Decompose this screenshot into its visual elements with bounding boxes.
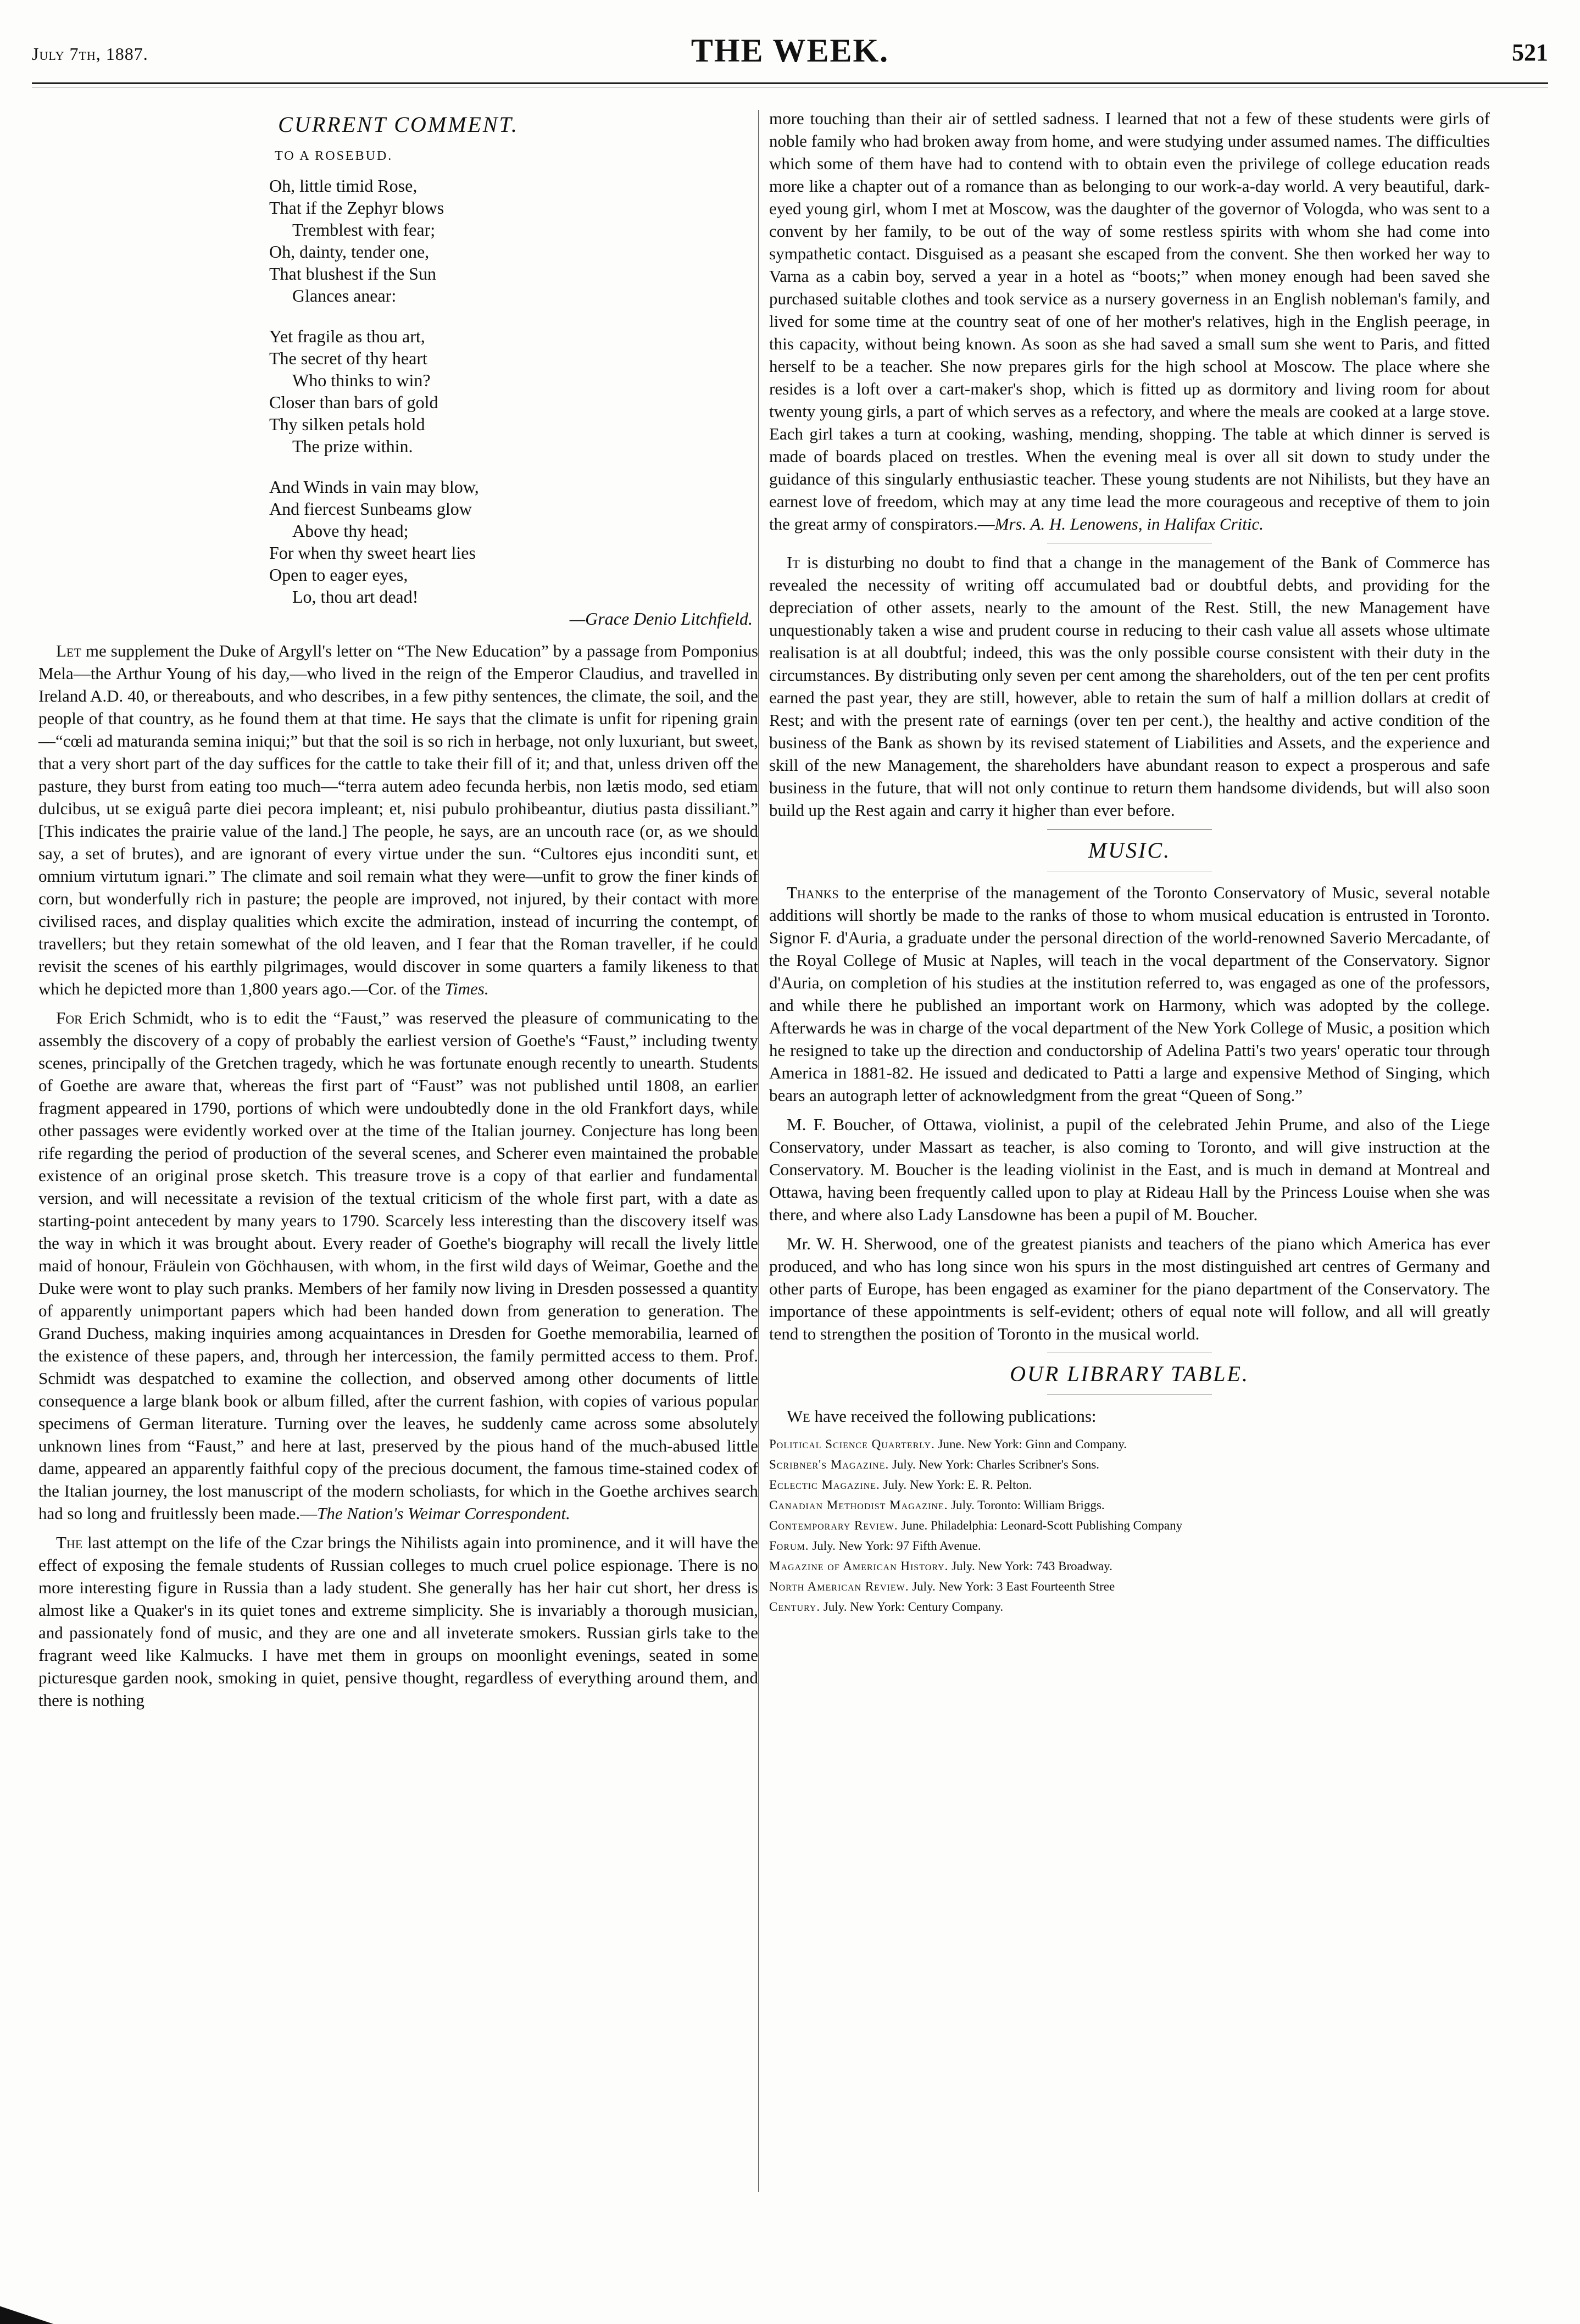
page-edge-shadow <box>0 2302 66 2324</box>
article-paragraph <box>769 881 1490 1107</box>
article-paragraph <box>38 640 758 1000</box>
publication-item <box>769 1597 1490 1617</box>
lead-word: For <box>56 1008 82 1027</box>
poem <box>269 145 758 630</box>
article-paragraph: M. F. Boucher, of Ottawa, violinist, a pupil of the celebrated Jehin Prume, and also of the Liege Conservatory, under Massart as teacher, is also coming to Toronto, and will give instruction at the Conservatory. M. Boucher is the leading violinist in the East, and is much in demand at Montreal and Ottawa, having been frequently called upon to play at Rideau Hall by the Princess Louise when she was there, and where also Lady Lansdowne has been a pupil of M. Boucher. <box>769 1115 1490 1224</box>
poem-line: Above thy head; <box>292 521 409 541</box>
paragraph-text: is disturbing no doubt to find that a change in the management of the Bank of Commerce has revealed the necessity of writing off accumulated bad or doubtful debts, and providing for the depreciation of other assets, nearly to the amount of the Rest. Still, the new Management have unquestionably taken a wise and prudent course in reducing to their cash value all assets whose ultimate realisation is at all doubtful; indeed, this was the only possible course consistent with their duty in the circumstances. By distributing only seven per cent among the shareholders, out of the ten per cent profits earned the past year, they are still, however, able to retain the sum of half a million dollars at credit of Rest; and with the present rate of earnings (over ten per cent.), the healthy and active condition of the business of the Bank as shown by its revised statement of Liabilities and Assets, and the experience and skill of the new Management, the shareholders have abundant reason to expect a prosperous and safe business in the future, that will not only continue to return them handsome dividends, but will also soon build up the Rest again and carry it higher than ever before. <box>769 553 1490 820</box>
poem-line: Oh, dainty, tender one, <box>269 242 430 262</box>
publication-item <box>769 1495 1490 1515</box>
publication-details: July. Toronto: William Briggs. <box>951 1498 1105 1512</box>
poem-line: And Winds in vain may blow, <box>269 477 479 497</box>
source-attribution: Times. <box>444 979 489 998</box>
section-heading-current-comment: CURRENT COMMENT. <box>278 112 519 137</box>
poem-line: Open to eager eyes, <box>269 565 408 585</box>
column-divider <box>758 110 759 2192</box>
poem-line: Closer than bars of gold <box>269 392 438 412</box>
publication-details: July. New York: E. R. Pelton. <box>883 1478 1032 1492</box>
poem-author: —Grace Denio Litchfield. <box>569 609 753 629</box>
publication-details: July. New York: Century Company. <box>823 1600 1004 1614</box>
poem-line: Glances anear: <box>292 286 397 305</box>
publication-details: July. New York: Charles Scribner's Sons. <box>892 1458 1100 1471</box>
section-heading-music: MUSIC. <box>1088 838 1171 863</box>
source-attribution: Mrs. A. H. Lenowens, in Halifax Critic. <box>994 514 1264 533</box>
page-header <box>32 32 1548 70</box>
publication-item <box>769 1515 1490 1536</box>
right-column <box>769 107 1490 1617</box>
source-attribution: The Nation's Weimar Correspondent. <box>317 1504 570 1523</box>
article-paragraph <box>38 1007 758 1525</box>
publication-name: Political Science Quarterly. <box>769 1437 935 1451</box>
poem-line: Oh, little timid Rose, <box>269 176 418 196</box>
section-heading-library: OUR LIBRARY TABLE. <box>1010 1361 1249 1386</box>
publication-item <box>769 1454 1490 1475</box>
publication-list <box>769 1434 1490 1617</box>
publication-name: Scribner's Magazine. <box>769 1458 889 1471</box>
poem-line: That if the Zephyr blows <box>269 198 444 218</box>
lead-word: Thanks <box>787 883 839 902</box>
poem-stanza <box>269 175 758 307</box>
publication-name: North American Review. <box>769 1580 909 1593</box>
article-paragraph: Mr. W. H. Sherwood, one of the greatest pianists and teachers of the piano which America has ever produced, and who has long since won his spurs in the most distinguished art centres of Germany and other parts of Europe, has been engaged as examiner for the piano department of the Conservatory. The importance of these appointments is self-evident; others of equal note will follow, and all will greatly tend to strengthen the position of Toronto in the musical world. <box>769 1234 1490 1343</box>
publication-item <box>769 1556 1490 1576</box>
poem-line: For when thy sweet heart lies <box>269 543 476 563</box>
poem-stanza <box>269 476 758 608</box>
poem-line: Yet fragile as thou art, <box>269 326 425 346</box>
lead-word: The <box>56 1533 83 1552</box>
publication-name: Contemporary Review. <box>769 1519 898 1532</box>
poem-line: That blushest if the Sun <box>269 264 436 283</box>
publication-name: Century. <box>769 1600 821 1614</box>
publication-name: Canadian Methodist Magazine. <box>769 1498 948 1512</box>
lead-word: We <box>787 1406 810 1426</box>
paragraph-text: me supplement the Duke of Argyll's letter on “The New Education” by a passage from Pomponius Mela—the Arthur Young of his day,—who lived in the reign of the Emperor Claudius, and travelled in Ireland A.D. 40, or thereabouts, and who describes, in a few pithy sentences, the climate, the soil, and the people of that country, as he found them at that time. He says that the climate is unfit for ripening grain—“cœli ad maturanda semina iniqui;” but that the soil is so rich in herbage, not only luxuriant, but sweet, that a very short part of the day suffices for the cattle to take their fill of it; and that, unless driven off the pasture, they burst from eating too much—“terra autem adeo fecunda herbis, non lætis modo, sed etiam dulcibus, ut se exiguâ parte diei pecora impleant; et, nisi pubulo prohibeantur, diutius pasta dissiliant.” [This indicates the prairie value of the land.] The people, he says, are an uncouth race (or, as we should say, a set of brutes), and are ignorant of every virtue under the sun. “Cultores ejus inconditi sunt, et omnium virtutum ignari.” The climate and soil remain what they were—unfit to grow the finer kinds of corn, but wonderfully rich in pasture; the people are improved, not injured, by their contact with more civilised races, and display qualities which excite the admiration, instead of incurring the contempt, of travellers; but they retain somewhat of the old leaven, and I fear that the Roman traveller, if he could revisit the scenes of his earthly pilgrimages, would discover in some quarters a family likeness to that which he depicted more than 1,800 years ago.—Cor. of the <box>38 641 759 998</box>
poem-stanza <box>269 325 758 457</box>
poem-title: TO A ROSEBUD. <box>275 149 393 163</box>
left-column <box>38 107 758 1718</box>
separator-rule <box>1047 829 1212 830</box>
publication-item <box>769 1475 1490 1495</box>
masthead-title: THE WEEK. <box>691 32 889 69</box>
publication-details: June. Philadelphia: Leonard-Scott Publishing Company <box>901 1519 1183 1532</box>
paragraph-text: to the enterprise of the management of the Toronto Conservatory of Music, several notable additions will shortly be made to the ranks of those to whom musical education is entrusted in Toronto. Signor F. d'Auria, a graduate under the personal direction of the world-renowned Saverio Mercadante, of the Royal College of Music at Naples, will teach in the vocal department of the Conservatory. Signor d'Auria, on completion of his studies at the institution referred to, was engaged as one of the professors, and while there he published an important work on Harmony, which was adopted by the college. Afterwards he was in charge of the vocal department of the New York College of Music, a position which he resigned to take up the direction and conductorship of Adelina Patti's two years' operatic tour through America in 1881-82. He issued and dedicated to Patti a large and expensive Method of Singing, which bears an autograph letter of acknowledgment from the great “Queen of Song.” <box>769 883 1490 1105</box>
publication-item <box>769 1536 1490 1556</box>
article-paragraph <box>38 1531 758 1711</box>
lead-word: It <box>787 553 800 572</box>
article-paragraph-continued <box>769 107 1490 535</box>
publication-details: June. New York: Ginn and Company. <box>938 1437 1127 1451</box>
header-rule <box>32 82 1548 84</box>
article-paragraph <box>769 551 1490 821</box>
poem-line: Thy silken petals hold <box>269 414 425 434</box>
publication-item <box>769 1434 1490 1454</box>
publication-name: Forum. <box>769 1539 809 1553</box>
library-intro <box>769 1405 1490 1427</box>
poem-line: The prize within. <box>292 436 413 456</box>
paragraph-text: more touching than their air of settled sadness. I learned that not a few of these students were girls of noble family who had broken away from home, and were studying under assumed names. The difficulties which some of them have had to contend with to obtain even the privilege of college education reads more like a chapter out of a romance than as belonging to our work-a-day world. A very beautiful, dark-eyed young girl, whom I met at Moscow, was the daughter of the governor of Vologda, who was sent to a convent by her family, to be out of the way of some restless spirits with whom she had come into sympathetic contact. Disguised as a peasant she escaped from the convent. She then worked her way to Varna as a cabin boy, served a year in a hotel as “boots;” when money enough had been saved she purchased suitable clothes and took service as a nursery governess in an English nobleman's family, and lived for some time at the country seat of one of her mother's relatives, high in the English peerage, in this capacity, without being known. As soon as she had saved a small sum she went to Paris, and fitted herself to be a teacher. She now prepares girls for the high school at Moscow. The place where she resides is a loft over a cart-maker's shop, which is fitted up as dormitory and living room for about twenty young girls, a part of which serves as a refectory, and where the meals are cooked at a large stove. Each girl takes a turn at cooking, washing, mending, shopping. The table at which dinner is served is made of boards placed on trestles. When the evening meal is over all sit down to study under the guidance of this singularly enthusiastic teacher. These young students are not Nihilists, but they have an earnest love of freedom, which may at any time lead the more courageous and receptive of them to join the great army of conspirators.— <box>769 109 1490 533</box>
issue-date: July 7th, 1887. <box>32 44 148 64</box>
paragraph-text: last attempt on the life of the Czar brings the Nihilists again into prominence, and it will have the effect of exposing the female students of Russian colleges to much cruel police espionage. There is no more interesting figure in Russia than a lady student. She generally has her hair cut short, her dress is almost like a Quaker's in its quiet tones and extreme simplicity. She is invariably a thorough musician, and passionately fond of music, and they are one and all inveterate smokers. Russian girls take to the fragrant weed like Kalmucks. I have met them in groups on moonlight evenings, seated in some picturesque garden nook, smoking in quiet, pensive thought, regardless of everything around them, and there is nothing <box>38 1533 759 1710</box>
poem-line: Who thinks to win? <box>292 370 431 390</box>
heading-rule <box>1047 1394 1212 1395</box>
publication-details: July. New York: 3 East Fourteenth Stree <box>912 1580 1115 1593</box>
publication-details: July. New York: 97 Fifth Avenue. <box>812 1539 981 1553</box>
paragraph-text: Erich Schmidt, who is to edit the “Faust,” was reserved the pleasure of communicating to the assembly the discovery of a copy of probably the earliest version of Goethe's “Faust,” including twenty scenes, principally of the Gretchen tragedy, which he was fortunate enough recently to unearth. Students of Goethe are aware that, whereas the first part of “Faust” was not published until 1808, an earlier fragment appeared in 1790, portions of which were undoubtedly done in the old Frankfort days, while other passages were evidently worked over at the time of the Italian journey. Conjecture has long been rife regarding the period of production of the several scenes, and Scherer even maintained the probable existence of an original prose sketch. This treasure trove is a copy of that earlier and fundamental version, and will necessitate a revision of the textual criticism of the whole first part, with a date as starting-point antecedent by many years to 1790. Scarcely less interesting than the discovery itself was the way in which it was brought about. Every reader of Goethe's biography will recall the lively little maid of honour, Fräulein von Göchhausen, with whom, in the first wild days of Weimar, Goethe and the Duke were wont to play such pranks. Members of her family now living in Dresden possessed a quantity of apparently unimportant papers which had been handed down from generation to generation. The Grand Duchess, making inquiries among acquaintances in Dresden for Goethe memorabilia, learned of the existence of these papers, and, through her intercession, the family permitted access to them. Prof. Schmidt was despatched to examine the collection, and observed among other documents of little consequence a large blank book or album filled, after the current fashion, with copies of various popular specimens of German literature. Turning over the leaves, he suddenly came across some absolutely unknown lines from “Faust,” and here at last, preserved by the pious hand of the much-abused little dame, appeared an apparently faithful copy of the precious document, the famous time-stained codex of the Italian journey, the lost manuscript of the modern scholiasts, for which in the Goethe archives search had so long and fruitlessly been made.— <box>38 1008 758 1523</box>
lead-word: Let <box>56 641 81 660</box>
poem-line: Tremblest with fear; <box>292 220 436 240</box>
poem-line: Lo, thou art dead! <box>292 587 419 607</box>
page-number: 521 <box>1512 39 1548 66</box>
publication-name: Magazine of American History. <box>769 1559 949 1573</box>
poem-line: And fiercest Sunbeams glow <box>269 499 472 519</box>
paragraph-text: have received the following publications: <box>814 1406 1097 1426</box>
poem-line: The secret of thy heart <box>269 348 427 368</box>
publication-item <box>769 1576 1490 1597</box>
publication-details: July. New York: 743 Broadway. <box>952 1559 1112 1573</box>
publication-name: Eclectic Magazine. <box>769 1478 880 1492</box>
